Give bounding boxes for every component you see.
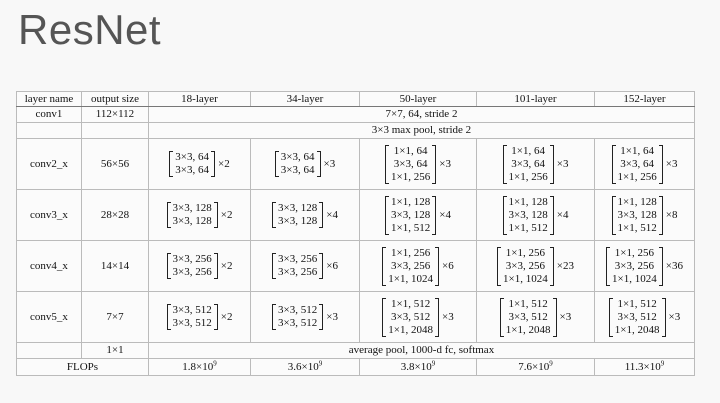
- block-spec-cell: [360, 190, 477, 241]
- header-18-layer: 18-layer: [149, 92, 251, 107]
- header-152-layer: 152-layer: [595, 92, 695, 107]
- output-size: 28×28: [82, 190, 149, 241]
- header-output-size: output size: [82, 92, 149, 107]
- bracket-group: [272, 202, 338, 228]
- layer-name: conv5_x: [17, 292, 82, 343]
- block-spec-cell: [595, 241, 695, 292]
- layer-name: conv1: [17, 107, 82, 123]
- flops-34: $3.6\times 10^9$: [251, 359, 360, 376]
- conv-spec-line: 1×1, 512: [508, 221, 548, 234]
- layer-bracket: [382, 298, 439, 337]
- bracket-group: [272, 304, 338, 330]
- conv-spec-line: 3×3, 64: [511, 157, 545, 170]
- layer-bracket: [385, 145, 436, 184]
- block-multiplier: ×23: [556, 259, 574, 272]
- layer-bracket: [167, 202, 218, 228]
- bracket-group: [609, 298, 680, 337]
- block-multiplier: ×4: [439, 208, 451, 221]
- block-spec-cell: [477, 190, 595, 241]
- conv-spec-line: 3×3, 256: [505, 259, 545, 272]
- conv-spec-line: 1×1, 128: [391, 195, 431, 208]
- bracket-group: [385, 145, 451, 184]
- conv2_x-row: [17, 139, 695, 190]
- conv-spec-line: 1×1, 2048: [505, 323, 551, 336]
- conv3_x-row: [17, 190, 695, 241]
- block-multiplier: ×3: [323, 157, 336, 170]
- final-spec: average pool, 1000-d fc, softmax: [149, 343, 695, 359]
- conv-spec-line: 1×1, 512: [391, 297, 431, 310]
- layer-bracket: [500, 298, 557, 337]
- layer-name-empty: [17, 123, 82, 139]
- block-multiplier: ×3: [668, 310, 681, 323]
- conv-spec-line: 1×1, 512: [617, 221, 657, 234]
- bracket-group: [385, 196, 451, 235]
- layer-bracket: [612, 196, 663, 235]
- flops-50: $3.8\times 10^9$: [360, 359, 477, 376]
- conv-spec-line: 3×3, 128: [391, 208, 431, 221]
- block-multiplier: ×2: [220, 208, 233, 221]
- block-spec-cell: [477, 241, 595, 292]
- layer-bracket: [609, 298, 666, 337]
- conv-spec-line: 1×1, 1024: [388, 272, 433, 285]
- block-multiplier: ×3: [326, 310, 338, 323]
- block-multiplier: ×2: [218, 157, 230, 170]
- layer-name: conv3_x: [17, 190, 82, 241]
- layer-bracket: [382, 247, 439, 286]
- block-spec-cell: [360, 139, 477, 190]
- layer-bracket: [167, 253, 218, 279]
- conv1-spec: 7×7, 64, stride 2: [149, 107, 695, 123]
- conv-spec-line: 3×3, 64: [175, 151, 209, 163]
- conv-spec-line: 3×3, 256: [172, 266, 212, 278]
- conv-spec-line: 3×3, 64: [620, 157, 654, 170]
- block-multiplier: ×36: [665, 259, 683, 272]
- block-spec-cell: [251, 241, 360, 292]
- conv-spec-line: 1×1, 64: [511, 144, 545, 157]
- block-spec-cell: [149, 139, 251, 190]
- flops-152: $11.3\times 10^9$: [595, 359, 695, 376]
- conv-spec-line: 1×1, 64: [620, 144, 654, 157]
- block-spec-cell: [477, 292, 595, 343]
- header-34-layer: 34-layer: [251, 92, 360, 107]
- conv-spec-line: 3×3, 512: [617, 310, 657, 323]
- layer-name-empty: [17, 343, 82, 359]
- block-spec-cell: [251, 292, 360, 343]
- conv-spec-line: 1×1, 256: [614, 246, 654, 259]
- output-size: 112×112: [82, 107, 149, 123]
- layer-bracket: [385, 196, 436, 235]
- conv-spec-line: 1×1, 512: [508, 297, 548, 310]
- slide-title: ResNet: [18, 6, 162, 53]
- conv-spec-line: 3×3, 512: [278, 304, 318, 316]
- block-spec-cell: [360, 292, 477, 343]
- block-multiplier: ×6: [442, 259, 454, 272]
- final-row: [17, 343, 695, 359]
- block-multiplier: ×3: [665, 157, 678, 170]
- layer-bracket: [169, 151, 215, 177]
- layer-bracket: [272, 253, 323, 279]
- bracket-group: [272, 253, 338, 279]
- block-spec-cell: [149, 292, 251, 343]
- conv-spec-line: 1×1, 1024: [612, 272, 657, 285]
- output-size: 56×56: [82, 139, 149, 190]
- conv-spec-line: 3×3, 64: [393, 157, 428, 170]
- resnet-architecture-table: [16, 91, 695, 376]
- conv-spec-line: 1×1, 256: [508, 170, 548, 183]
- output-size: 7×7: [82, 292, 149, 343]
- conv-spec-line: 1×1, 256: [391, 246, 431, 259]
- conv-spec-line: 1×1, 64: [393, 144, 428, 157]
- bracket-group: [382, 298, 453, 337]
- bracket-group: [167, 304, 233, 330]
- block-multiplier: ×3: [439, 157, 451, 170]
- conv5_x-row: [17, 292, 695, 343]
- conv-spec-line: 3×3, 512: [278, 317, 318, 329]
- conv-spec-line: 3×3, 64: [280, 151, 315, 163]
- conv-spec-line: 3×3, 512: [172, 304, 212, 316]
- conv-spec-line: 1×1, 256: [617, 170, 657, 183]
- flops-label: FLOPs: [17, 359, 149, 376]
- conv-spec-line: 3×3, 512: [508, 310, 548, 323]
- block-multiplier: ×2: [220, 259, 233, 272]
- conv-spec-line: 3×3, 64: [175, 164, 209, 176]
- block-multiplier: ×3: [556, 157, 569, 170]
- output-size-empty: [82, 123, 149, 139]
- bracket-group: [500, 298, 571, 337]
- conv-spec-line: 1×1, 128: [508, 195, 548, 208]
- conv-spec-line: 1×1, 256: [391, 170, 431, 183]
- bracket-group: [167, 253, 233, 279]
- bracket-group: [612, 196, 678, 235]
- layer-bracket: [503, 196, 554, 235]
- layer-bracket: [497, 247, 554, 286]
- conv-spec-line: 3×3, 256: [172, 253, 212, 265]
- conv4_x-row: [17, 241, 695, 292]
- conv-spec-line: 3×3, 128: [278, 202, 318, 214]
- block-spec-cell: [595, 292, 695, 343]
- block-spec-cell: [149, 241, 251, 292]
- conv-spec-line: 1×1, 256: [505, 246, 545, 259]
- block-multiplier: ×2: [220, 310, 233, 323]
- conv1-row: [17, 107, 695, 123]
- block-multiplier: ×4: [326, 208, 338, 221]
- maxpool-row: [17, 123, 695, 139]
- conv-spec-line: 1×1, 512: [617, 297, 657, 310]
- layer-bracket: [272, 202, 323, 228]
- layer-bracket: [606, 247, 663, 286]
- layer-name: conv4_x: [17, 241, 82, 292]
- conv-spec-line: 3×3, 64: [280, 164, 315, 176]
- conv-spec-line: 1×1, 2048: [614, 323, 660, 336]
- bracket-group: [275, 151, 335, 177]
- conv-spec-line: 3×3, 512: [172, 317, 212, 329]
- block-multiplier: ×4: [556, 208, 569, 221]
- output-size: 1×1: [82, 343, 149, 359]
- block-spec-cell: [251, 190, 360, 241]
- conv-spec-line: 3×3, 128: [172, 215, 212, 227]
- bracket-group: [606, 247, 683, 286]
- header-50-layer: 50-layer: [360, 92, 477, 107]
- flops-101: $7.6\times 10^9$: [477, 359, 595, 376]
- block-multiplier: ×3: [442, 310, 454, 323]
- bracket-group: [497, 247, 574, 286]
- bracket-group: [503, 145, 569, 184]
- flops-row: [17, 359, 695, 376]
- layer-bracket: [612, 145, 663, 184]
- block-multiplier: ×6: [326, 259, 338, 272]
- conv-spec-line: 3×3, 128: [278, 215, 318, 227]
- layer-name: conv2_x: [17, 139, 82, 190]
- conv-spec-line: 3×3, 128: [508, 208, 548, 221]
- bracket-group: [503, 196, 569, 235]
- header-layer-name: layer name: [17, 92, 82, 107]
- maxpool-spec: 3×3 max pool, stride 2: [149, 123, 695, 139]
- conv-spec-line: 1×1, 2048: [388, 323, 433, 336]
- block-spec-cell: [477, 139, 595, 190]
- layer-bracket: [275, 151, 321, 177]
- output-size: 14×14: [82, 241, 149, 292]
- conv-spec-line: 3×3, 256: [614, 259, 654, 272]
- bracket-group: [167, 202, 233, 228]
- layer-bracket: [272, 304, 323, 330]
- layer-bracket: [167, 304, 218, 330]
- block-spec-cell: [595, 139, 695, 190]
- conv-spec-line: 3×3, 256: [278, 266, 318, 278]
- conv-spec-line: 1×1, 512: [391, 221, 431, 234]
- bracket-group: [612, 145, 678, 184]
- conv-spec-line: 3×3, 256: [391, 259, 431, 272]
- block-spec-cell: [251, 139, 360, 190]
- conv-spec-line: 3×3, 128: [617, 208, 657, 221]
- bracket-group: [382, 247, 453, 286]
- table-header-row: [17, 92, 695, 107]
- block-spec-cell: [360, 241, 477, 292]
- conv-spec-line: 1×1, 1024: [503, 272, 548, 285]
- bracket-group: [169, 151, 229, 177]
- block-multiplier: ×8: [665, 208, 678, 221]
- layer-bracket: [503, 145, 554, 184]
- flops-18: $1.8\times 10^9$: [149, 359, 251, 376]
- conv-spec-line: 1×1, 128: [617, 195, 657, 208]
- header-101-layer: 101-layer: [477, 92, 595, 107]
- block-multiplier: ×3: [559, 310, 572, 323]
- conv-spec-line: 3×3, 256: [278, 253, 318, 265]
- block-spec-cell: [595, 190, 695, 241]
- conv-spec-line: 3×3, 512: [391, 310, 431, 323]
- conv-spec-line: 3×3, 128: [172, 202, 212, 214]
- block-spec-cell: [149, 190, 251, 241]
